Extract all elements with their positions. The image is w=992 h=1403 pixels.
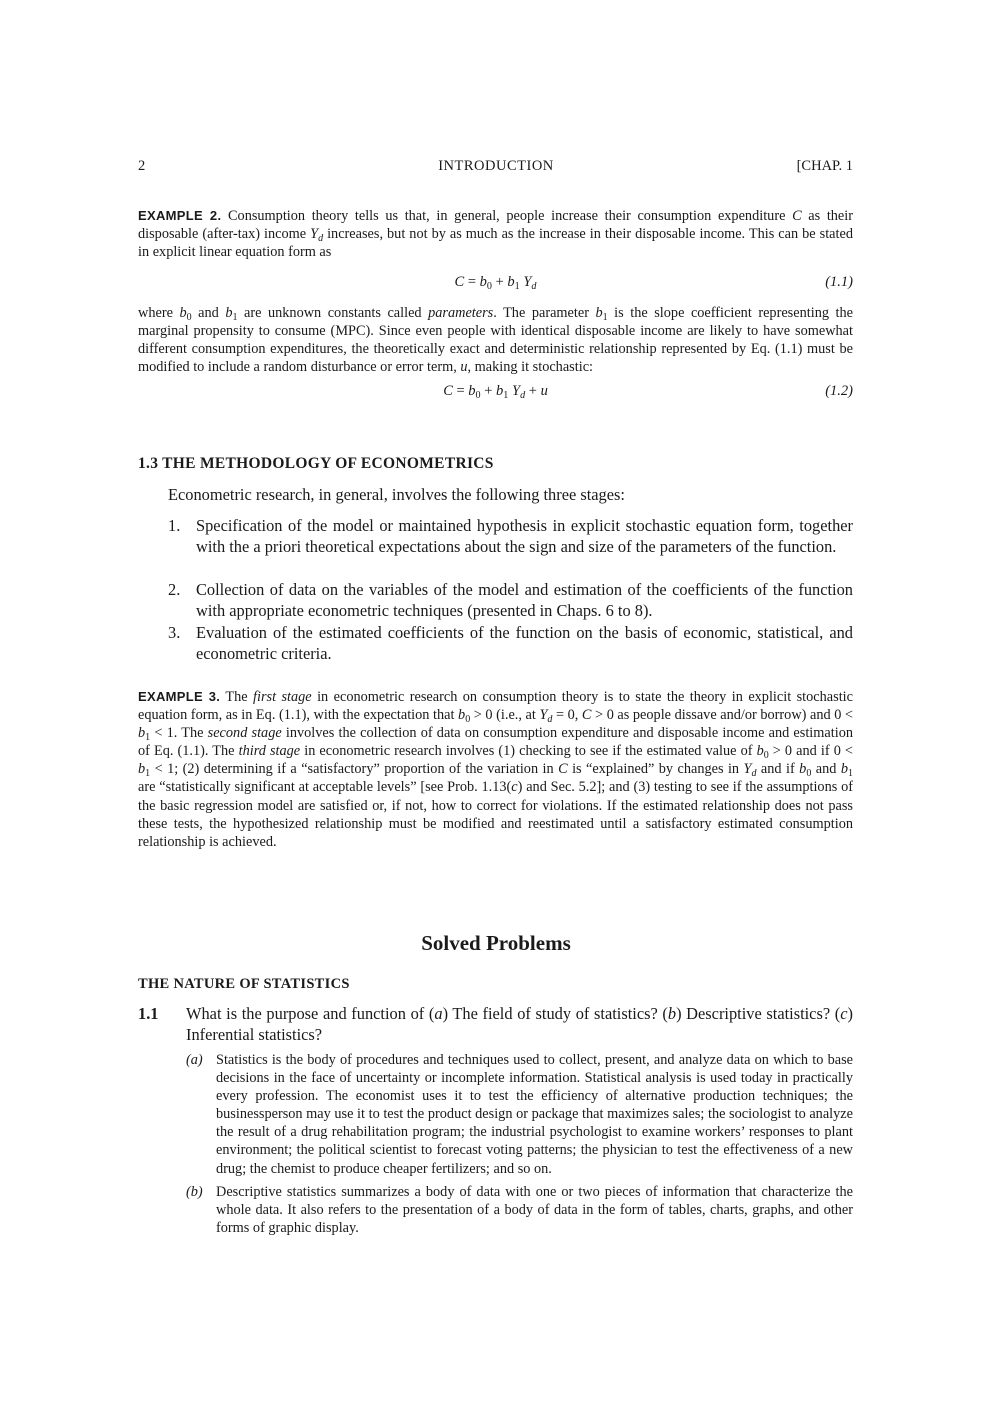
example-2-parameters (138, 304, 853, 376)
subscript: 1 (503, 390, 509, 401)
italic-text: c (511, 779, 518, 796)
text-run: is the slope coefficient representing the marginal propensity to consume (MPC). Since even people with identical disposable income are likely to have somewhat different consumption expenditures, the theoretically exact and deterministic relationship represented by Eq. (1.1) must be modified to include a random disturbance or error term, (138, 305, 853, 376)
subscript: 1 (847, 768, 853, 780)
list-item (168, 622, 853, 664)
italic-text: C (558, 761, 568, 778)
answer-label: (b) (186, 1184, 203, 1200)
answer-b (186, 1183, 853, 1237)
italic-text: b (458, 707, 466, 724)
section-intro: Econometric research, in general, involves the following three stages: (168, 485, 625, 504)
italic-text: b (667, 1004, 677, 1023)
italic-text: u (540, 383, 548, 399)
italic-text: Y (519, 274, 532, 290)
text-run: , making it stochastic: (467, 359, 594, 376)
italic-text: parameters (428, 305, 494, 321)
list-item (168, 515, 853, 557)
text-run: = 0, (552, 707, 582, 724)
equation-1-2-number: (1.2) (825, 383, 853, 399)
solved-problems-title: Solved Problems (421, 931, 571, 955)
subscript: 0 (465, 714, 471, 726)
italic-text: C (454, 274, 465, 290)
text-run: ) and Sec. 5.2]; and (3) testing to see if the assumptions of the basic regression model are satisfied or, if not, how to correct for violations. If the estimated relationship does not pass these tests, the hypothesized relationship must be modified and reestimated until a satisfactory estimated consumption relationship is achieved. (138, 779, 853, 850)
text-run: The (220, 689, 253, 705)
answer-text: Statistics is the body of procedures and techniques used to collect, present, and analyze data on which to base decisions in the face of uncertainty or incomplete information. Statistical analysis is used today in practically every profession. The economist uses it to test the efficiency of alternative production techniques; the businessperson may use it to test the product design or package that maximizes sales; the sociologist to analyze the result of a drug rehabilitation program; the industrial psychologist to examine workers’ responses to plant environment; the political scientist to forecast voting patterns; the physician to test the effectiveness of a new drug; the chemist to produce cheaper fertilizers; and so on. (216, 1052, 853, 1177)
subscript: 0 (763, 750, 769, 762)
running-title: INTRODUCTION (438, 158, 554, 174)
text-run: and if (756, 761, 800, 778)
subscript: 0 (486, 281, 492, 292)
answer-text: Descriptive statistics summarizes a body of data with one or two pieces of information that characterize the whole data. It also refers to the presentation of a body of data in the form of tables, charts, graphs, and other forms of graphic display. (216, 1184, 853, 1237)
problem-1-1 (138, 1003, 853, 1045)
italic-text: a (434, 1004, 443, 1023)
subscript: 0 (806, 768, 812, 780)
text-run: What is the purpose and function of ( (186, 1004, 435, 1023)
italic-text: Y (539, 707, 548, 724)
answer-label: (a) (186, 1052, 203, 1068)
italic-text: Y (743, 761, 752, 778)
list-number: 1. (168, 516, 181, 535)
text-run: < 1; (2) determining if a “satisfactory” proportion of the variation in (150, 761, 559, 778)
list-number: 3. (168, 623, 181, 642)
subscript: d (520, 390, 526, 401)
example-3 (138, 688, 853, 851)
text-run: ) The field of study of statistics? ( (442, 1004, 668, 1023)
italic-text: C (792, 208, 802, 224)
italic-text: b (468, 383, 476, 399)
italic-text: third stage (238, 743, 301, 760)
problem-number: 1.1 (138, 1004, 159, 1023)
text-run: is “explained” by changes in (567, 761, 744, 778)
italic-text: b (507, 274, 515, 290)
problem-question (186, 1003, 853, 1045)
text-run: + (480, 383, 497, 399)
text-run: ) Descriptive statistics? ( (676, 1004, 841, 1023)
example-label: EXAMPLE 3. (138, 689, 221, 704)
chapter-label: [CHAP. 1 (796, 158, 853, 174)
text-run: involves the collection of data on consumption expenditure and disposable income and estimation of Eq. (1.1). The (138, 725, 853, 760)
italic-text: b (799, 761, 807, 778)
list-number: 2. (168, 580, 181, 599)
answer-a (186, 1051, 853, 1178)
text-run: . The parameter (493, 305, 596, 321)
italic-text: first stage (253, 689, 312, 705)
list-text: Specification of the model or maintained hypothesis in explicit stochastic equation form, together with the a priori theoretical expectations about the sign and size of the parameters of the function. (196, 516, 853, 556)
section-heading: 1.3 THE METHODOLOGY OF ECONOMETRICS (138, 455, 494, 472)
list-text: Evaluation of the estimated coefficients of the function on the basis of economic, statistical, and econometric criteria. (196, 623, 853, 663)
italic-text: Y (310, 226, 319, 243)
subscript: 0 (186, 312, 192, 323)
text-run: and (811, 761, 841, 778)
italic-text: b (479, 274, 487, 290)
italic-text: Y (508, 383, 521, 399)
list-item (168, 579, 853, 621)
subscript: 0 (475, 390, 481, 401)
text-run: in econometric research involves (1) checking to see if the estimated value of (300, 743, 757, 760)
italic-text: second stage (207, 725, 282, 742)
text-run: and (191, 305, 226, 321)
text-run: + (525, 383, 541, 399)
text-run: as their disposable (after-tax) income (138, 208, 854, 243)
italic-text: b (756, 743, 764, 760)
equation-1-1-number: (1.1) (825, 274, 853, 290)
equation-1-2-formula (138, 383, 853, 400)
subscript: d (318, 233, 324, 245)
text-run: are “statistically significant at acceptable levels” [see Prob. 1.13( (138, 779, 512, 796)
italic-text: b (225, 305, 233, 321)
italic-text: b (840, 761, 848, 778)
equation-1-1-formula (138, 274, 853, 291)
text-run: Consumption theory tells us that, in general, people increase their consumption expenditure (221, 208, 793, 224)
italic-text: b (138, 761, 146, 778)
text-run: > 0 as people dissave and/or borrow) and 0 < (591, 707, 853, 724)
example-2-intro (138, 207, 853, 261)
text-run: + (491, 274, 508, 290)
text-run: = (452, 383, 469, 399)
subscript: d (751, 768, 757, 780)
subscript: 1 (514, 281, 520, 292)
text-run: in econometric research on consumption theory is to state the theory in explicit stochastic equation form, as in Eq. (1.1), with the expectation that (138, 689, 854, 724)
text-run: = (464, 274, 480, 290)
text-run: < 1. The (150, 725, 208, 742)
subscript: 1 (145, 732, 151, 744)
italic-text: c (840, 1004, 848, 1023)
text-run: increases, but not by as much as the increase in their disposable income. This can be stated in explicit linear equation form as (138, 226, 853, 261)
text-run: > 0 and if 0 < (768, 743, 853, 760)
subscript: d (547, 714, 553, 726)
italic-text: b (496, 383, 504, 399)
text-run: are unknown constants called (237, 305, 429, 321)
subscript: 1 (232, 312, 238, 323)
italic-text: C (443, 383, 453, 399)
example-label: EXAMPLE 2. (138, 208, 222, 223)
subscript: d (531, 281, 537, 292)
subscript: 1 (602, 312, 608, 323)
italic-text: u (460, 359, 468, 376)
italic-text: b (595, 305, 603, 321)
text-run: where (138, 305, 180, 321)
italic-text: b (138, 725, 146, 742)
italic-text: C (581, 707, 592, 724)
subsection-heading: THE NATURE OF STATISTICS (138, 976, 350, 992)
italic-text: b (179, 305, 187, 321)
page-number: 2 (138, 158, 146, 174)
text-run: > 0 (i.e., at (470, 707, 540, 724)
subscript: 1 (145, 768, 151, 780)
list-text: Collection of data on the variables of the model and estimation of the coefficients of the function with appropriate econometric techniques (presented in Chaps. 6 to 8). (196, 580, 853, 620)
text-run: ) Inferential statistics? (186, 1004, 853, 1044)
